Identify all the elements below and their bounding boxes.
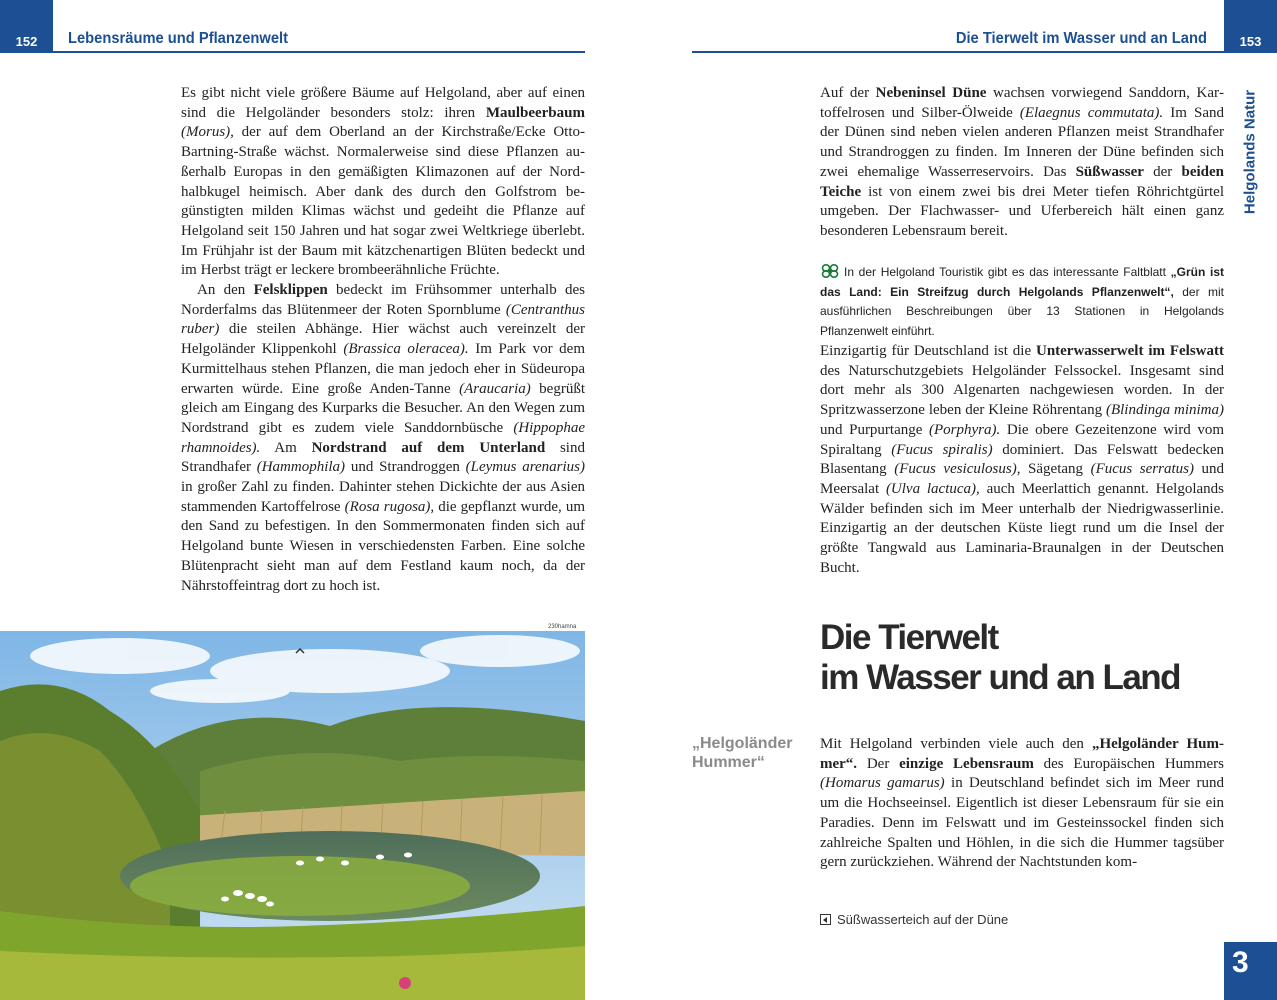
italic-term: (Elaegnus commutata). (1019, 104, 1164, 121)
paragraph: Einzigartig für Deutschland ist die Unterwasserwelt im Felswatt des Naturschutzgebiets Helgoländer Felssockel. Insgesamt sind dort mehr als 300 Algenarten nachgewiesen worden. In der Spritzwasserzone leben der Kleine Röhrentang (Blindinga minima) und Purpurtange (Porphyra). Die obere Gezeitenzone wird vom Spiraltang (Fucus spiralis) dominiert. Das Felswatt bedecken Blasentang (Fucus vesiculosus), Sägetang (Fucus serratus) und Meersalat (Ulva lactuca), auch Meerlattich genannt. Helgolands Wälder befinden sich im Meer unterhalb der Niedrigwasserlinie. Einzigartig an der deutschen Küste liegt rund um die Insel der größte Tangwald aus Laminaria-Braunalgen in der Deutschen Bucht. (820, 343, 1225, 576)
clover-icon (820, 263, 840, 279)
tip-text: In der Helgoland Touristik gibt es das interessante Faltblatt „Grün ist das Land: Ein Streifzug durch Helgolands Pflanzenwelt“, der mit ausführlichen Beschreibungen über 13 Stationen in Helgolands Pflanzenwelt einführt. (820, 265, 1224, 339)
italic-term: (Rosa rugosa), (344, 498, 435, 515)
bold-term: Maulbeerbaum (485, 104, 585, 121)
bold-term: einzige Lebensraum (899, 755, 1034, 772)
photo-caption (820, 912, 1008, 927)
italic-term: (Leymus arenarius) (465, 459, 585, 476)
page-number-right: 153 (1224, 0, 1277, 53)
bold-term: Felsklippen (253, 282, 328, 299)
paragraph: Auf der Nebeninsel Düne wachsen vorwiegend Sanddorn, Kartoffelrosen und Silber-Ölweide (Elaegnus commutata). Im Sand der Dünen sind neben vielen anderen Pflanzen meist Strandhafer und Strandroggen zu finden. Im Inneren der Düne befinden sich zwei ehemalige Wasserreservoirs. Das Süßwasser der beiden Teiche ist von einem zwei bis drei Meter tiefen Röhrichtgürtel umgeben. Der Flachwasser- und Uferbereich hält einen ganz besonderen Lebensraum bereit. (820, 85, 1225, 239)
section-heading-line2: im Wasser und an Land (820, 658, 1181, 697)
pond-photo-illustration (0, 631, 585, 1000)
italic-term: (Araucaria) (459, 380, 531, 397)
photo-credit: 230hamna (548, 624, 577, 630)
right-body-text-top (820, 84, 1224, 242)
italic-term: (Fucus serratus) (1090, 461, 1194, 478)
header-rule-left (53, 51, 585, 53)
italic-term: (Fucus vesiculosus), (894, 461, 1021, 478)
italic-term: (Ulva lactuca), (885, 480, 980, 497)
paragraph: An den Felsklippen bedeckt im Frühsommer unterhalb des Norderfalms das Blütenmeer der Roten Spornblume (Centranthus ruber) die steilen Abhänge. Hier wächst auch vereinzelt der Helgoländer Klippenkohl (Brassica oleracea). Im Park vor dem Kurmittelhaus stehen Pflanzen, die man jedoch eher in Südeuropa erwarten würde. Eine große Anden-Tanne (Araucaria) begrüßt gleich am Eingang des Kurparks die Besucher. An den Wegen zum Nordstrand gibt es zudem viele Sanddornbüsche (Hippophae rhamnoides). Am Nordstrand auf dem Unterland sind Strandhafer (Hammophila) und Strandroggen (Leymus arenarius) in großer Zahl zu finden. Dahinter stehen Dickichte der aus Asien stammenden Kartoffelrose (Rosa rugosa), die gepflanzt wurde, um den Sand zu befestigen. In den Sommermonaten finden sich auf Helgoland bunte Wiesen in verschiedensten Farben. Eine solche Blütenpracht sieht man auf dem Festland kaum noch, da der Nährstoffeintrag dort zu hoch ist. (181, 282, 585, 594)
bold-term: „Helgoländer Hummer“. (820, 736, 1224, 772)
italic-term: (Centranthus ruber) (181, 301, 585, 338)
tip-box (820, 263, 1224, 342)
side-section-label: Helgolands Natur (1241, 89, 1259, 215)
section-heading (820, 618, 1224, 698)
bold-term: „Grün ist das Land: Ein Streifzug durch Helgolands Pflanzenwelt“, (820, 265, 1224, 299)
caption-text: Süßwasserteich auf der Düne (837, 912, 1009, 927)
chapter-number-box: 3 (1224, 942, 1277, 1000)
italic-term: (Porphyra). (929, 421, 1001, 438)
bold-term: Nordstrand auf dem Unterland (311, 439, 546, 456)
right-body-text-middle (820, 342, 1224, 578)
italic-term: (Hammophila) (256, 459, 346, 476)
bold-term: Süßwasser (1075, 163, 1144, 180)
italic-term: (Fucus spiralis) (891, 441, 993, 458)
italic-term: (Hippophae rhamnoides). (181, 419, 585, 456)
side-section-tab (1236, 88, 1264, 216)
arrow-left-box-icon (820, 914, 831, 925)
paragraph: Mit Helgoland verbinden viele auch den „Helgoländer Hummer“. Der einzige Lebensraum des Europäischen Hummers (Homarus gamarus) in Deutschland befindet sich im Meer rund um die Hochseeinsel. Eigentlich ist dieser Lebensraum für sie ein Paradies. Denn im Felswatt und im Gesteinssockel finden sich zahlreiche Spalten und Höhlen, in die sich die Hummer tagsüber gern zurückziehen. Während der Nachtstunden kom- (820, 736, 1224, 871)
italic-term: (Morus), (181, 124, 234, 141)
page-number-left: 152 (0, 0, 53, 53)
italic-term: (Homarus gamarus) (820, 775, 945, 792)
right-body-text-bottom (820, 735, 1224, 873)
section-heading-line1: Die Tierwelt (820, 618, 998, 657)
pond-photo (0, 631, 585, 1000)
running-title-left: Lebensräume und Pflanzenwelt (68, 30, 289, 47)
bold-term: beiden Teiche (820, 163, 1224, 200)
margin-note: „Helgoländer Hummer“ (692, 735, 793, 771)
running-title-right: Die Tierwelt im Wasser und an Land (955, 30, 1207, 47)
bold-term: Nebeninsel Düne (875, 85, 987, 101)
paragraph: Es gibt nicht viele größere Bäume auf Helgoland, aber auf einen sind die Helgoländer besonders stolz: ihren Maulbeerbaum (Morus), der auf dem Oberland an der Kirchstraße/Ecke Otto-Bartning-Straße wächst. Normalerweise sind diese Pflanzen außerhalb Europas in den gemäßigten Klimazonen auf der Nordhalbkugel heimisch. Aber dank des durch den Golfstrom begünstigten milden Klimas wächst und gedeiht die Pflanze auf Helgoland seit 150 Jahren und hat sogar zwei Weltkriege überlebt. Im Frühjahr ist der Baum mit kätzchenartigen Blüten bedeckt und im Herbst trägt er leckere brombeerähnliche Früchte. (181, 85, 585, 279)
bold-term: Unterwasserwelt im Felswatt (1035, 343, 1225, 359)
italic-term: (Brassica oleracea). (343, 341, 469, 358)
header-rule-right (692, 51, 1224, 53)
left-body-text (181, 84, 585, 596)
italic-term: (Blindinga minima) (1105, 402, 1224, 419)
